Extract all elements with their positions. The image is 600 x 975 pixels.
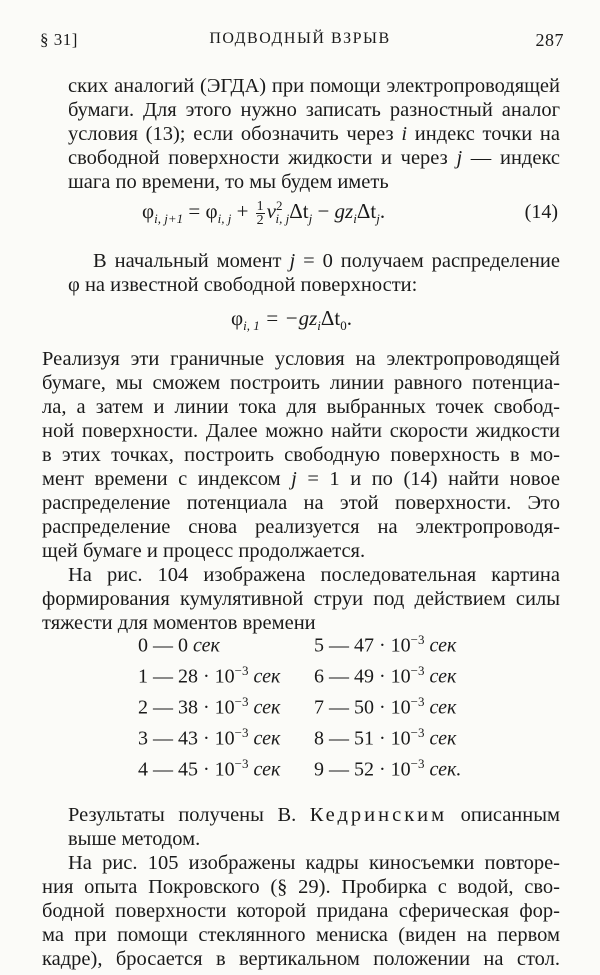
text-line: φ на известной свободной поверхности:	[68, 274, 418, 296]
time-entry: 2 — $38 \cdot 10^{-3}$ сек	[138, 694, 281, 719]
time-entry: 0 — 0 сек	[138, 634, 220, 657]
text-line: условия (13); если обозначить через i индекс точки на	[68, 123, 560, 145]
time-entry: 7 — $50 \cdot 10^{-3}$ сек	[314, 694, 457, 719]
time-entry: 5 — $47 \cdot 10^{-3}$ сек	[314, 632, 457, 657]
text-line: бумаге, мы сможем построить линии равного потенциа-	[42, 372, 560, 394]
text-line: выше методом.	[68, 828, 201, 850]
fraction-one-half: $\frac{1}{2}$	[256, 198, 264, 228]
text-line: В начальный момент j = 0 получаем распределение	[93, 250, 561, 272]
text-line: ния опыта Покровского (§ 29). Пробирка с водой, сво-	[42, 876, 560, 898]
time-entry: 3 — $43 \cdot 10^{-3}$ сек	[138, 725, 281, 750]
text-line: распределение снова реализуется на электропроводя-	[42, 516, 560, 538]
text-line: бодной поверхности которой придана сферическая фор-	[42, 900, 560, 922]
time-entry: 9 — $52 \cdot 10^{-3}$ сек.	[314, 756, 462, 781]
running-title: ПОДВОДНЫЙ ВЗРЫВ	[209, 30, 391, 47]
equation-initial: $\varphi_{i, 1} = -gz_i\Delta t_0$.	[231, 306, 352, 334]
text-line: ских аналогий (ЭГДА) при помощи электропроводящей	[68, 75, 560, 97]
text-line: мент времени с индексом j = 1 и по (14) найти новое	[42, 468, 560, 490]
text-line: шага по времени, то мы будем иметь	[68, 171, 389, 193]
time-entry: 6 — $49 \cdot 10^{-3}$ сек	[314, 663, 457, 688]
text-line: щей бумаге и процесс продолжается.	[42, 540, 366, 562]
text-line: бумаги. Для этого нужно записать разностный аналог	[68, 99, 560, 121]
section-reference: § 31]	[40, 30, 78, 49]
equation-14: $\varphi_{i, j+1} = \varphi_{i, j}$ + $\frac{1}{2}$ $v^2_{i, j}\Delta t_j - gz_i\Delta t_j$.	[142, 198, 386, 228]
text-line: формирования кумулятивной струи под действием силы	[42, 588, 560, 610]
text-line: ла, а затем и линии тока для выбранных точек свобод-	[42, 396, 560, 418]
text-line: Реализуя эти граничные условия на электропроводящей	[42, 348, 560, 370]
time-entry: 8 — $51 \cdot 10^{-3}$ сек	[314, 725, 457, 750]
text-line: тяжести для моментов времени	[42, 612, 316, 634]
page-number: 287	[535, 30, 564, 50]
time-entry: 4 — $45 \cdot 10^{-3}$ сек	[138, 756, 281, 781]
text-line: кадре), бросается в вертикальном положении на стол.	[42, 948, 560, 970]
text-line: ной поверхности. Далее можно найти скорости жидкости	[42, 420, 560, 442]
text-line: На рис. 104 изображена последовательная картина	[68, 564, 560, 586]
text-line: На рис. 105 изображены кадры киносъемки повторе-	[68, 852, 560, 874]
text-line: распределение потенциала на этой поверхности. Это	[42, 492, 560, 514]
text-line: ма при помощи стеклянного мениска (виден на первом	[42, 924, 560, 946]
text-line: Результаты получены В. Кедринским описанным	[68, 804, 560, 826]
text-line: свободной поверхности жидкости и через j — индекс	[68, 147, 560, 169]
time-entry: 1 — $28 \cdot 10^{-3}$ сек	[138, 663, 281, 688]
text-line: в этих точках, построить свободную поверхность в мо-	[42, 444, 560, 466]
equation-number: (14)	[524, 201, 558, 223]
